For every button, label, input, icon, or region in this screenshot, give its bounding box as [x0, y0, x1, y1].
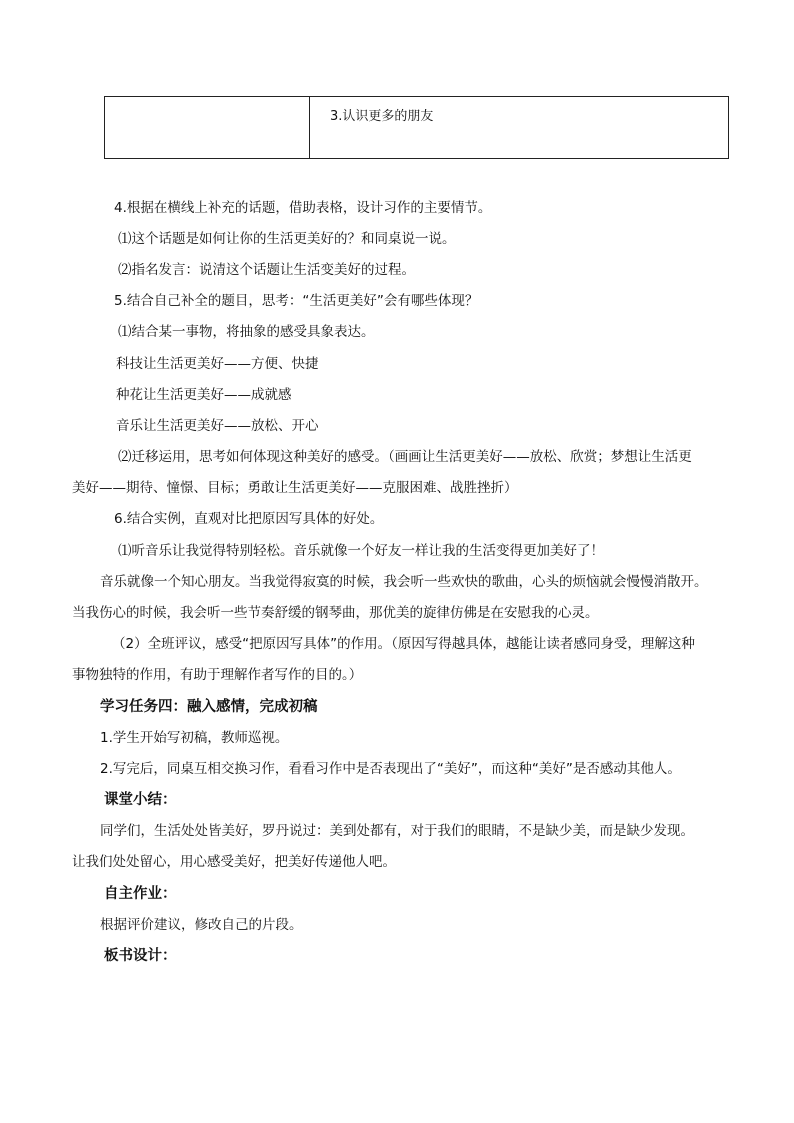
example-tech: 科技让生活更美好——方便、快捷 — [116, 356, 319, 372]
step-5-item-2: ⑵迁移运用，思考如何体现这种美好的感受。（画画让生活更美好——放松、欣赏；梦想让生活更 — [118, 449, 692, 465]
summary-line-1: 同学们，生活处处皆美好，罗丹说过：美到处都有，对于我们的眼睛，不是缺少美，而是缺少发现。 — [100, 823, 694, 839]
step-5-item-1: ⑴结合某一事物，将抽象的感受具象表达。 — [118, 324, 375, 340]
table-row — [105, 97, 729, 159]
example-music: 音乐让生活更美好——放松、开心 — [116, 418, 319, 434]
music-paragraph-1: 音乐就像一个知心朋友。当我觉得寂寞的时候，我会听一些欢快的歌曲，心头的烦恼就会慢慢消散开。 — [100, 574, 708, 590]
homework-heading: 自主作业： — [104, 886, 177, 902]
step-5-heading: 5.结合自己补全的题目，思考：“生活更美好”会有哪些体现？ — [114, 293, 479, 309]
step-4-heading: 4.根据在横线上补充的话题，借助表格，设计习作的主要情节。 — [114, 200, 492, 216]
step-6-item-2: （2）全班评议，感受“把原因写具体”的作用。（原因写得越具体，越能让读者感同身受，理解这种 — [112, 636, 695, 652]
step-4-item-1: ⑴这个话题是如何让你的生活更美好的？和同桌说一说。 — [118, 231, 456, 247]
step-5-item-2-cont: 美好——期待、憧憬、目标；勇敢让生活更美好——克服困难、战胜挫折） — [72, 480, 518, 496]
step-6-heading: 6.结合实例，直观对比把原因写具体的好处。 — [114, 511, 384, 527]
summary-line-2: 让我们处处留心，用心感受美好，把美好传递他人吧。 — [72, 854, 396, 870]
class-summary-heading: 课堂小结： — [104, 792, 177, 808]
task-4-item-2: 2.写完后，同桌互相交换习作，看看习作中是否表现出了“美好”，而这种“美好”是否感动其他人。 — [100, 761, 681, 777]
task-4-item-1: 1.学生开始写初稿，教师巡视。 — [100, 730, 289, 746]
board-design-heading: 板书设计： — [104, 948, 177, 964]
task-4-heading: 学习任务四：融入感情，完成初稿 — [100, 699, 318, 715]
table-cell-right: 3.认识更多的朋友 — [310, 97, 729, 159]
example-flowers: 种花让生活更美好——成就感 — [116, 387, 292, 403]
homework-text: 根据评价建议，修改自己的片段。 — [100, 917, 303, 933]
step-6-item-1: ⑴听音乐让我觉得特别轻松。音乐就像一个好友一样让我的生活变得更加美好了！ — [118, 543, 604, 559]
table-cell-left — [105, 97, 310, 159]
step-4-item-2: ⑵指名发言：说清这个话题让生活变美好的过程。 — [118, 262, 415, 278]
step-6-item-2-cont: 事物独特的作用，有助于理解作者写作的目的。） — [72, 667, 363, 683]
music-paragraph-2: 当我伤心的时候，我会听一些节奏舒缓的钢琴曲，那优美的旋律仿佛是在安慰我的心灵。 — [72, 605, 599, 621]
plan-table — [104, 96, 729, 159]
